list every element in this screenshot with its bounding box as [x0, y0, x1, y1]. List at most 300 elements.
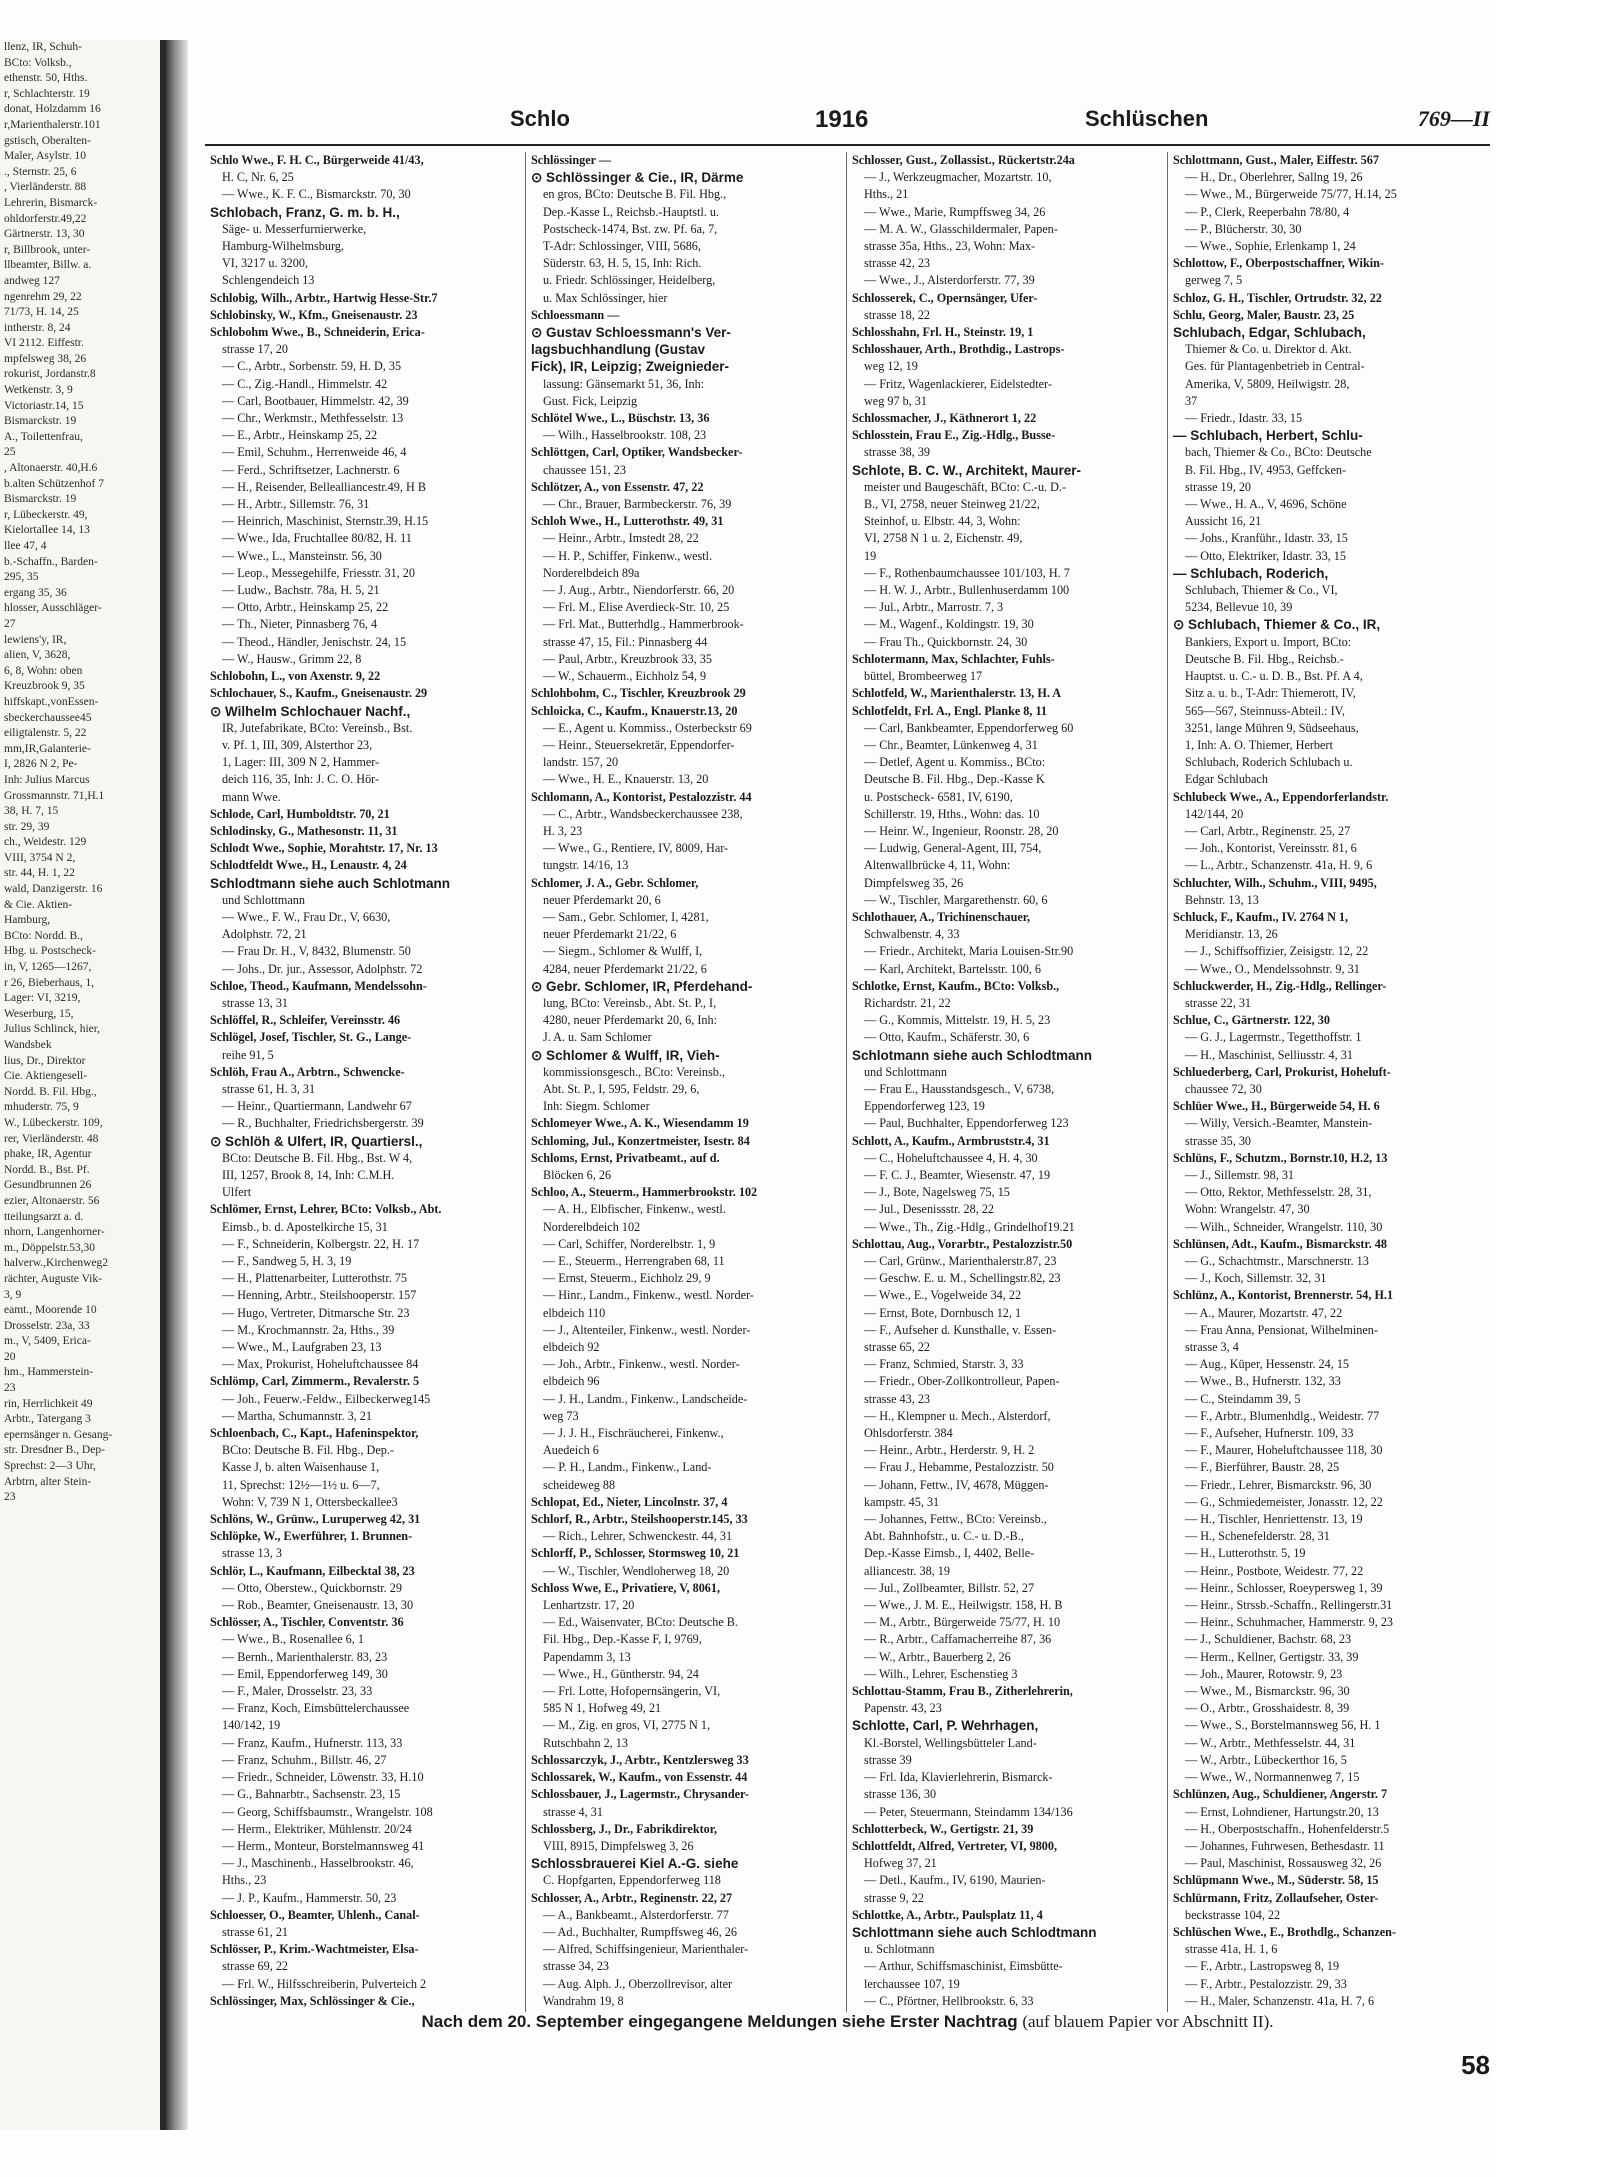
edge-fragment: Bismarckstr. 19 [4, 493, 77, 506]
directory-entry: — Hinr., Landm., Finkenw., westl. Norder- [543, 1288, 754, 1303]
directory-entry: — C., Arbtr., Wandsbeckerchaussee 238, [543, 806, 743, 821]
edge-fragment: r, Lübeckerstr. 49, [4, 508, 88, 521]
directory-entry: — Johannes, Fettw., BCto: Vereinsb., [864, 1512, 1047, 1527]
directory-entry: elbdeich 110 [543, 1305, 606, 1320]
directory-entry: — W., Tischler, Margarethenstr. 60, 6 [864, 892, 1048, 907]
directory-entry: strasse 22, 31 [1185, 995, 1252, 1010]
directory-entry: — Jul., Desenissstr. 28, 22 [864, 1202, 995, 1217]
directory-entry: — F., Bierführer, Baustr. 28, 25 [1185, 1460, 1340, 1475]
directory-entry: Wohn: V, 739 N 1, Ottersbeckallee3 [222, 1494, 398, 1509]
directory-entry: strasse 39 [864, 1752, 912, 1767]
directory-entry: Deutsche B. Fil. Hbg., Reichsb.- [1185, 651, 1344, 666]
directory-entry: — F., Maler, Drosselstr. 23, 33 [222, 1684, 373, 1699]
header-page-label: 769—II [1417, 106, 1490, 131]
directory-entry: — Herm., Monteur, Borstelmannsweg 41 [222, 1838, 425, 1853]
directory-entry: Bankiers, Export u. Import, BCto: [1185, 634, 1352, 649]
edge-fragment: hiffskapt.,vonEssen- [4, 695, 99, 708]
edge-fragment: eamt., Moorende 10 [4, 1304, 97, 1317]
directory-entry: — J., Schuldiener, Bachstr. 68, 23 [1185, 1632, 1352, 1647]
directory-entry: — Martha, Schumannstr. 3, 21 [222, 1408, 372, 1423]
directory-entry: — Wilh., Schneider, Wrangelstr. 110, 30 [1185, 1219, 1383, 1234]
directory-entry: — Alfred, Schiffsingenieur, Marienthaler- [543, 1942, 749, 1957]
directory-entry: — Heinr., Schlosser, Roeypersweg 1, 39 [1185, 1580, 1383, 1595]
edge-fragment: ethenstr. 50, Hths. [4, 72, 88, 85]
directory-entry: ⊙ Schlöh & Ulfert, IR, Quartiersl., [210, 1133, 423, 1149]
previous-page-edge [0, 40, 166, 2130]
directory-entry: — G. J., Lagermstr., Tegetthoffstr. 1 [1185, 1030, 1362, 1045]
edge-fragment: Drosselstr. 23a, 33 [4, 1319, 90, 1332]
directory-entry: Schlohbohm, C., Tischler, Kreuzbrook 29 [531, 686, 746, 701]
directory-entry: Schlosserek, C., Opernsänger, Ufer- [852, 290, 1038, 305]
directory-entry: — Carl, Bankbeamter, Eppendorferweg 60 [864, 720, 1074, 735]
edge-fragment: Grossmannstr. 71,H.1 [4, 789, 105, 802]
edge-fragment: Hbg. u. Postscheck- [4, 945, 96, 958]
directory-entry: Schlossberg, J., Dr., Fabrikdirektor, [531, 1821, 718, 1836]
directory-entry: lassung: Gänsemarkt 51, 36, Inh: [543, 376, 705, 391]
directory-entry: Abt. Bahnhofstr., u. C.- u. D.-B., [864, 1529, 1024, 1544]
edge-fragment: 6, 8, Wohn: oben [4, 664, 83, 677]
directory-entry: Schlottke, A., Arbtr., Paulsplatz 11, 4 [852, 1907, 1043, 1922]
directory-entry: — Paul, Arbtr., Kreuzbrook 33, 35 [543, 651, 712, 666]
directory-entry: — Ernst, Steuerm., Eichholz 29, 9 [543, 1271, 711, 1286]
directory-entry: — Karl, Architekt, Bartelsstr. 100, 6 [864, 961, 1042, 976]
directory-entry: — Aug. Alph. J., Oberzollrevisor, alter [543, 1976, 733, 1991]
directory-entry: — Wwe., F. W., Frau Dr., V, 6630, [222, 909, 391, 924]
directory-entry: — H. P., Schiffer, Finkenw., westl. [543, 548, 713, 563]
directory-entry: — Friedr., Idastr. 33, 15 [1185, 411, 1303, 426]
edge-fragment: m., V, 5409, Erica- [4, 1335, 91, 1348]
edge-fragment: VIII, 3754 N 2, [4, 851, 76, 864]
edge-fragment: BCto: Nordd. B., [4, 929, 83, 942]
directory-entry: — Theod., Händler, Jenischstr. 24, 15 [222, 634, 407, 649]
directory-entry: Schlotte, Carl, P. Wehrhagen, [852, 1718, 1039, 1734]
directory-entry: — Frau Dr. H., V, 8432, Blumenstr. 50 [222, 944, 411, 959]
directory-entry: Schlössinger — [531, 153, 612, 167]
directory-entry: Hths., 21 [864, 187, 909, 202]
directory-entry: — H., Maschinist, Selliusstr. 4, 31 [1185, 1047, 1353, 1062]
directory-entry: — Otto, Kaufm., Schäferstr. 30, 6 [864, 1030, 1030, 1045]
directory-entry: Rutschbahn 2, 13 [543, 1735, 628, 1750]
directory-entry: Schlode, Carl, Humboldtstr. 70, 21 [210, 806, 390, 821]
directory-entry: 11, Sprechst: 12½—1½ u. 6—7, [222, 1477, 380, 1492]
directory-entry: — H., Tischler, Henriettenstr. 13, 19 [1185, 1512, 1363, 1527]
directory-entry: Schlossbauer, J., Lagermstr., Chrysander- [531, 1787, 750, 1802]
directory-entry: Schloe, Theod., Kaufmann, Mendelssohn- [210, 978, 427, 993]
directory-entry: Kasse J, b. alten Waisenhause 1, [222, 1460, 380, 1475]
directory-entry: strasse 41a, H. 1, 6 [1185, 1942, 1278, 1957]
directory-entry: — O., Arbtr., Grosshaidestr. 8, 39 [1185, 1701, 1350, 1716]
directory-entry: — Chr., Beamter, Lünkenweg 4, 31 [864, 737, 1038, 752]
directory-entry: Schlotfeld, W., Marienthalerstr. 13, H. A [852, 686, 1062, 701]
supplement-note [205, 2012, 1490, 2032]
directory-entry: — Wwe., M., Bismarckstr. 96, 30 [1185, 1684, 1350, 1699]
directory-entry: Schlosser, A., Arbtr., Reginenstr. 22, 27 [531, 1890, 733, 1905]
edge-fragment: W., Lübeckerstr. 109, [4, 1116, 103, 1129]
edge-fragment: donat, Holzdamm 16 [4, 103, 101, 116]
directory-entry: — C., Zig.-Handl., Himmelstr. 42 [222, 376, 388, 391]
directory-entry: Schloms, Ernst, Privatbeamt., auf d. [531, 1150, 720, 1165]
directory-entry: — E., Arbtr., Heinskamp 25, 22 [222, 428, 378, 443]
directory-entry: IR, Jutefabrikate, BCto: Vereinsb., Bst. [222, 720, 413, 735]
directory-entry: Schillerstr. 19, Hths., Wohn: das. 10 [864, 806, 1040, 821]
directory-entry: — C., Steindamm 39, 5 [1185, 1391, 1301, 1406]
edge-fragment: hlosser, Ausschläger- [4, 602, 102, 615]
directory-entry: — Wwe., Marie, Rumpffsweg 34, 26 [864, 204, 1046, 219]
directory-entry: — Heinr., Steuersekretär, Eppendorfer- [543, 737, 735, 752]
directory-entry: Wohn: Wrangelstr. 47, 30 [1185, 1202, 1310, 1217]
directory-entry: Eimsb., b. d. Apostelkirche 15, 31 [222, 1219, 388, 1234]
directory-entry: Schlosstein, Frau E., Zig.-Hdlg., Busse- [852, 428, 1056, 443]
edge-fragment: str. Dresdner B., Dep- [4, 1444, 105, 1457]
edge-fragment: ergang 35, 36 [4, 586, 67, 599]
directory-entry: Schlöttgen, Carl, Optiker, Wandsbecker- [531, 445, 743, 460]
column-4 [1168, 152, 1489, 2012]
edge-fragment: Nordd. B. Fil. Hbg., [4, 1085, 97, 1098]
edge-fragment: 20 [4, 1350, 16, 1363]
directory-entry: — Otto, Elektriker, Idastr. 33, 15 [1185, 548, 1346, 563]
directory-entry: — A., Maurer, Mozartstr. 47, 22 [1185, 1305, 1343, 1320]
directory-entry: — Wwe., J., Alsterdorferstr. 77, 39 [864, 273, 1035, 288]
directory-entry: — Friedr., Schneider, Löwenstr. 33, H.10 [222, 1770, 424, 1785]
directory-entry: — Frau Anna, Pensionat, Wilhelminen- [1185, 1322, 1378, 1337]
edge-fragment: b.-Schaffn., Barden- [4, 555, 98, 568]
directory-entry: — Ernst, Bote, Dornbusch 12, 1 [864, 1305, 1022, 1320]
directory-entry: en gros, BCto: Deutsche B. Fil. Hbg., [543, 187, 727, 202]
directory-entry: Schloicka, C., Kaufm., Knauerstr.13, 20 [531, 703, 738, 718]
directory-entry: — Herm., Kellner, Gertigstr. 33, 39 [1185, 1649, 1359, 1664]
directory-entry: — J., Schiffsoffizier, Zeisigstr. 12, 22 [1185, 944, 1369, 959]
directory-entry: — Carl, Schiffer, Norderelbstr. 1, 9 [543, 1236, 716, 1251]
edge-fragment: llee 47, 4 [4, 540, 47, 552]
directory-entry: chaussee 72, 30 [1185, 1081, 1262, 1096]
edge-fragment: ohldorferstr.49,22 [4, 212, 87, 225]
directory-entry: Schlötel Wwe., L., Büschstr. 13, 36 [531, 411, 710, 426]
directory-entry: strasse 18, 22 [864, 307, 931, 322]
edge-fragment: Lager: VI, 3219, [4, 992, 81, 1005]
directory-entry: lung, BCto: Vereinsb., Abt. St. P., I, [543, 995, 717, 1010]
directory-entry: — R., Buchhalter, Friedrichsbergerstr. 39 [222, 1116, 424, 1131]
directory-entry: Schloz, G. H., Tischler, Ortrudstr. 32, 22 [1173, 290, 1382, 305]
directory-entry: Schluederberg, Carl, Prokurist, Hoheluft- [1173, 1064, 1391, 1079]
directory-entry: Schlotterbeck, W., Gertigstr. 21, 39 [852, 1821, 1034, 1836]
directory-entry: — C., Hoheluftchaussee 4, H. 4, 30 [864, 1150, 1038, 1165]
directory-entry: strasse 69, 22 [222, 1959, 289, 1974]
directory-entry: — M., Zig. en gros, VI, 2775 N 1, [543, 1718, 711, 1733]
directory-entry: ⊙ Wilhelm Schlochauer Nachf., [210, 703, 411, 719]
edge-fragment: andweg 127 [4, 274, 60, 287]
directory-entry: — H., Dr., Oberlehrer, Sallng 19, 26 [1185, 170, 1363, 185]
edge-fragment: lewiens'y, IR, [4, 633, 67, 646]
directory-entry: Schlünz, A., Kontorist, Brennerstr. 54, H.1 [1173, 1288, 1394, 1303]
header-first-entry: Schlo [510, 106, 570, 131]
directory-entry: Schlobohn, L., von Axenstr. 9, 22 [210, 669, 381, 684]
directory-entry: — Schlubach, Herbert, Schlu- [1173, 428, 1363, 444]
directory-entry: — Friedr., Architekt, Maria Louisen-Str.90 [864, 944, 1074, 959]
directory-entry: 19 [864, 548, 877, 563]
directory-entry: — Geschw. E. u. M., Schellingstr.82, 23 [864, 1271, 1061, 1286]
directory-entry: — J., Werkzeugmacher, Mozartstr. 10, [864, 170, 1052, 185]
directory-entry: Schlobinsky, W., Kfm., Gneisenaustr. 23 [210, 307, 418, 322]
edge-fragment: 25 [4, 446, 16, 459]
directory-entry: Norderelbdeich 89a [543, 565, 640, 580]
directory-entry: Säge- u. Messerfurnierwerke, [222, 221, 367, 236]
directory-entry: Auedeich 6 [543, 1443, 599, 1458]
edge-fragment: eiligtalenstr. 5, 22 [4, 727, 87, 740]
edge-fragment: , Vierländerstr. 88 [4, 181, 87, 194]
directory-entry: — G., Kommis, Mittelstr. 19, H. 5, 23 [864, 1013, 1051, 1028]
directory-entry: Schlotmann siehe auch Schlodtmann [852, 1047, 1093, 1063]
directory-entry: Schlomann, A., Kontorist, Pestalozzistr. 44 [531, 789, 752, 804]
header-last-entry: Schlüschen [1085, 106, 1209, 131]
directory-entry: — H., Oberpostschaffn., Hohenfelderstr.5 [1185, 1821, 1390, 1836]
directory-entry: Papenstr. 43, 23 [864, 1701, 942, 1716]
directory-entry: bach, Thiemer & Co., BCto: Deutsche [1185, 445, 1372, 460]
directory-entry: Schloesser, O., Beamter, Uhlenh., Canal- [210, 1907, 420, 1922]
directory-entry: strasse 47, 15, Fil.: Pinnasberg 44 [543, 634, 708, 649]
directory-entry: — J., Sillemstr. 98, 31 [1185, 1167, 1295, 1182]
directory-entry: ⊙ Schlomer & Wulff, IR, Vieh- [531, 1047, 720, 1063]
edge-fragment: BCto: Volksb., [4, 56, 72, 69]
directory-entry: — Wwe., H. E., Knauerstr. 13, 20 [543, 772, 709, 787]
directory-entry: — Heinr., Schuhmacher, Hammerstr. 9, 23 [1185, 1615, 1394, 1630]
directory-entry: — J., Bote, Nagelsweg 75, 15 [864, 1185, 1010, 1200]
directory-entry: Schlünsen, Adt., Kaufm., Bismarckstr. 48 [1173, 1236, 1387, 1251]
directory-entry: 4284, neuer Pferdemarkt 21/22, 6 [543, 961, 707, 976]
directory-entry: — Wwe., M., Laufgraben 23, 13 [222, 1340, 382, 1355]
directory-entry: Schlorf, R., Arbtr., Steilshooperstr.145, 33 [531, 1512, 748, 1527]
directory-entry: — Sam., Gebr. Schlomer, I, 4281, [543, 909, 709, 924]
directory-entry: — Franz, Koch, Eimsbüttelerchaussee [222, 1701, 410, 1716]
directory-entry: Schlomer, J. A., Gebr. Schlomer, [531, 875, 699, 890]
directory-entry: Schlötzer, A., von Essenstr. 47, 22 [531, 479, 704, 494]
directory-entry: J. A. u. Sam Schlomer [543, 1030, 652, 1045]
directory-entry: Blöcken 6, 26 [543, 1167, 612, 1182]
directory-entry: beckstrasse 104, 22 [1185, 1907, 1281, 1922]
directory-entry: — M., Krochmannstr. 2a, Hths., 39 [222, 1322, 395, 1337]
directory-entry: strasse 13, 3 [222, 1546, 282, 1561]
edge-fragment: rokurist, Jordanstr.8 [4, 368, 96, 381]
directory-entry: 1, Inh: A. O. Thiemer, Herbert [1185, 737, 1333, 752]
directory-entry: — Th., Nieter, Pinnasberg 76, 4 [222, 617, 378, 632]
edge-fragment: ch., Weidestr. 129 [4, 836, 87, 849]
directory-page [205, 100, 1490, 2080]
directory-entry: Schlottfeldt, Alfred, Vertreter, VI, 9800, [852, 1838, 1058, 1853]
directory-entry: — W., Tischler, Wendloherweg 18, 20 [543, 1563, 730, 1578]
directory-entry: C. Hopfgarten, Eppendorferweg 118 [543, 1873, 721, 1888]
edge-fragment: 3, 9 [4, 1288, 22, 1301]
directory-entry: — Schlubach, Roderich, [1173, 565, 1329, 581]
edge-fragment: ezier, Altonaerstr. 56 [4, 1194, 100, 1207]
page-gutter-shadow [166, 40, 188, 2130]
directory-entry: Schlöpke, W., Ewerführer, 1. Brunnen- [210, 1529, 413, 1544]
directory-entry: — H. W. J., Arbtr., Bullenhuserdamm 100 [864, 583, 1070, 598]
directory-entry: Schwalbenstr. 4, 33 [864, 927, 960, 942]
directory-entry: — Otto, Oberstew., Quickbornstr. 29 [222, 1580, 402, 1595]
directory-entry: — Rich., Lehrer, Schwenckestr. 44, 31 [543, 1529, 733, 1544]
directory-entry: III, 1257, Brook 8, 14, Inh: C.M.H. [222, 1167, 395, 1182]
directory-entry: Schlürmann, Fritz, Zollaufseher, Oster- [1173, 1890, 1379, 1905]
directory-entry: 142/144, 20 [1185, 806, 1244, 821]
directory-entry: — Wwe., H. A., V, 4696, Schöne [1185, 497, 1347, 512]
directory-entry: — Johann, Fettw., IV, 4678, Müggen- [864, 1477, 1049, 1492]
directory-entry: Hths., 23 [222, 1873, 267, 1888]
directory-entry: — Rob., Beamter, Gneisenaustr. 13, 30 [222, 1598, 414, 1613]
directory-entry: — W., Schauerm., Eichholz 54, 9 [543, 669, 707, 684]
directory-entry: — Joh., Arbtr., Finkenw., westl. Norder- [543, 1357, 740, 1372]
directory-entry: Thiemer & Co. u. Direktor d. Akt. [1185, 342, 1352, 357]
edge-fragment: lius, Dr., Direktor [4, 1054, 86, 1067]
directory-entry: — G., Schachtmstr., Marschnerstr. 13 [1185, 1254, 1369, 1268]
directory-entry: Schlubach, Roderich Schlubach u. [1185, 755, 1353, 770]
directory-entry: v. Pf. 1, III, 309, Alsterthor 23, [222, 737, 373, 752]
directory-entry: Dep.-Kasse L, Reichsb.-Hauptstl. u. [543, 204, 720, 219]
directory-entry: Schlünzen, Aug., Schuldiener, Angerstr. 7 [1173, 1787, 1388, 1802]
directory-entry: — Wwe., W., Normannenweg 7, 15 [1185, 1770, 1360, 1785]
directory-entry: — P., Clerk, Reeperbahn 78/80, 4 [1185, 204, 1350, 219]
directory-entry: VIII, 8915, Dimpfelsweg 3, 26 [543, 1838, 694, 1853]
directory-entry: Schlott, A., Kaufm., Armbruststr.4, 31 [852, 1133, 1050, 1148]
edge-fragment: 71/73, H. 14, 25 [4, 306, 79, 319]
edge-fragment: llenz, IR, Schuh- [4, 41, 82, 53]
directory-entry: Schlodtmann siehe auch Schlotmann [210, 875, 451, 891]
edge-fragment: Julius Schlinck, hier, [4, 1023, 101, 1036]
directory-entry: — Emil, Eppendorferweg 149, 30 [222, 1666, 388, 1681]
directory-entry: Schlosser, Gust., Zollassist., Rückertstr.24a [852, 153, 1075, 167]
directory-entry: weg 97 b, 31 [864, 393, 927, 408]
directory-entry: 565—567, Steinnuss-Abteil.: IV, [1185, 703, 1345, 718]
directory-entry: Schlögel, Josef, Tischler, St. G., Lange- [210, 1030, 412, 1045]
edge-fragment: wald, Danzigerstr. 16 [4, 883, 103, 896]
edge-fragment: Nordd. B., Bst. Pf. [4, 1163, 90, 1176]
directory-entry: strasse 17, 20 [222, 342, 289, 357]
directory-entry: — J. H., Landm., Finkenw., Landscheide- [543, 1391, 748, 1406]
directory-entry: Schlüns, F., Schutzm., Bornstr.10, H.2, 13 [1173, 1150, 1388, 1165]
directory-entry: — L., Arbtr., Schanzenstr. 41a, H. 9, 6 [1185, 858, 1373, 873]
directory-entry: Schlubach, Thiemer & Co., VI, [1185, 583, 1338, 598]
directory-entry: — Frl. Ida, Klavierlehrerin, Bismarck- [864, 1770, 1053, 1785]
directory-entry: Steinhof, u. Elbstr. 44, 3, Wohn: [864, 514, 1021, 529]
directory-entry: Inh: Siegm. Schlomer [543, 1099, 650, 1114]
directory-entry: B. Fil. Hbg., IV, 4953, Geffcken- [1185, 462, 1347, 477]
directory-entry: 140/142, 19 [222, 1718, 281, 1733]
directory-entry: — Heinrich, Maschinist, Sternstr.39, H.15 [222, 514, 429, 529]
directory-entry: — Frau J., Hebamme, Pestalozzistr. 50 [864, 1460, 1054, 1475]
directory-entry: — Emil, Schuhm., Herrenweide 46, 4 [222, 445, 407, 460]
directory-entry: 5234, Bellevue 10, 39 [1185, 600, 1293, 615]
directory-entry: Schlöh, Frau A., Arbtrn., Schwencke- [210, 1064, 405, 1079]
directory-entry: — W., Hausw., Grimm 22, 8 [222, 651, 362, 666]
directory-entry: — Aug., Küper, Hessenstr. 24, 15 [1185, 1357, 1350, 1372]
edge-fragment: 27 [4, 617, 16, 630]
edge-fragment: I, 2826 N 2, Pe- [4, 758, 78, 771]
directory-entry: Schlör, L., Kaufmann, Eilbecktal 38, 23 [210, 1563, 415, 1578]
edge-fragment: 23 [4, 1491, 16, 1504]
directory-entry: Aussicht 16, 21 [1185, 514, 1262, 529]
directory-entry: Schlüer Wwe., H., Bürgerweide 54, H. 6 [1173, 1099, 1380, 1114]
directory-entry: — Siegm., Schlomer & Wulff, I, [543, 944, 703, 959]
directory-entry: kommissionsgesch., BCto: Vereinsb., [543, 1064, 725, 1079]
directory-entry: lerchaussee 107, 19 [864, 1976, 960, 1991]
directory-entry: mann Wwe. [222, 789, 281, 804]
directory-entry: Schlossarczyk, J., Arbtr., Kentzlersweg 33 [531, 1752, 749, 1767]
directory-entry: Schlodt Wwe., Sophie, Morahtstr. 17, Nr. 13 [210, 841, 438, 856]
directory-entry: Schlösser, P., Krim.-Wachtmeister, Elsa- [210, 1942, 419, 1957]
directory-entry: Schlorff, P., Schlosser, Stormsweg 10, 21 [531, 1546, 740, 1561]
directory-entry: strasse 61, 21 [222, 1924, 289, 1939]
directory-entry: — Heinr. W., Ingenieur, Roonstr. 28, 20 [864, 823, 1059, 838]
edge-fragment: Kielortallee 14, 13 [4, 524, 90, 537]
directory-entry: — Leop., Messegehilfe, Friesstr. 31, 20 [222, 565, 415, 580]
directory-entry: Schlo Wwe., F. H. C., Bürgerweide 41/43, [210, 153, 424, 167]
edge-fragment: Maler, Asylstr. 10 [4, 150, 86, 163]
directory-entry: tungstr. 14/16, 13 [543, 858, 629, 873]
directory-entry: Schlengendeich 13 [222, 273, 315, 288]
directory-entry: Schloenbach, C., Kapt., Hafeninspektor, [210, 1426, 419, 1441]
directory-entry: meister und Baugeschäft, BCto: C.-u. D.- [864, 479, 1067, 494]
directory-entry: Schloessmann — [531, 307, 620, 322]
directory-entry: — W., Arbtr., Bauerberg 2, 26 [864, 1649, 1011, 1664]
directory-entry: — Herm., Elektriker, Mühlenstr. 20/24 [222, 1821, 412, 1836]
directory-entry: Amerika, V, 5809, Heilwigstr. 28, [1185, 376, 1350, 391]
directory-entry: — F., Aufseher, Hufnerstr. 109, 33 [1185, 1426, 1354, 1441]
directory-entry: Schlotfeldt, Frl. A., Engl. Planke 8, 11 [852, 703, 1048, 718]
edge-fragment: Arbtrn, alter Stein- [4, 1475, 92, 1488]
directory-entry: Schloh Wwe., H., Lutterothstr. 49, 31 [531, 514, 724, 529]
directory-entry: 1, Lager: III, 309 N 2, Hammer- [222, 755, 380, 770]
directory-entry: B., VI, 2758, neuer Steinweg 21/22, [864, 497, 1040, 512]
directory-entry: — H., Plattenarbeiter, Lutterothstr. 75 [222, 1271, 407, 1286]
directory-entry: Papendamm 3, 13 [543, 1649, 631, 1664]
directory-entry: — Heinr., Postbote, Weidestr. 77, 22 [1185, 1563, 1364, 1578]
edge-fragment: rer, Vierländerstr. 48 [4, 1132, 99, 1145]
directory-entry: Norderelbdeich 102 [543, 1219, 641, 1234]
directory-entry: VI, 3217 u. 3200, [222, 256, 308, 271]
edge-fragment: 295, 35 [4, 571, 39, 584]
directory-entry: Lenhartzstr. 17, 20 [543, 1598, 635, 1613]
edge-fragment: r 26, Bieberhaus, 1, [4, 976, 95, 989]
directory-entry: — Georg, Schiffsbaumstr., Wrangelstr. 108 [222, 1804, 433, 1819]
directory-entry: Schlothauer, A., Trichinenschauer, [852, 909, 1031, 924]
directory-entry: Schluchter, Wilh., Schuhm., VIII, 9495, [1173, 875, 1377, 890]
directory-entry: kampstr. 45, 31 [864, 1494, 940, 1509]
directory-entry: Dimpfelsweg 35, 26 [864, 875, 964, 890]
edge-fragment: VI 2112. Eiffestr. [4, 337, 84, 350]
directory-entry: — Frau E., Hausstandsgesch., V, 6738, [864, 1081, 1055, 1096]
directory-entry: Schlobach, Franz, G. m. b. H., [210, 204, 400, 220]
directory-entry: — M., Arbtr., Bürgerweide 75/77, H. 10 [864, 1615, 1061, 1630]
directory-entry: — Frl. W., Hilfsschreiberin, Pulverteich 2 [222, 1976, 427, 1991]
directory-entry: Schloo, A., Steuerm., Hammerbrookstr. 102 [531, 1185, 758, 1200]
directory-entry: — Carl, Arbtr., Reginenstr. 25, 27 [1185, 823, 1351, 838]
edge-fragment: Lehrerin, Bismarck- [4, 196, 98, 209]
directory-entry: — Wwe., S., Borstelmannsweg 56, H. 1 [1185, 1718, 1381, 1733]
supplement-note-bold: Nach dem 20. September eingegangene Meldungen siehe Erster Nachtrag [421, 2012, 1018, 2031]
directory-entry: — J. J. H., Fischräucherei, Finkenw., [543, 1426, 724, 1441]
directory-entry: — Friedr., Lehrer, Bismarckstr. 96, 30 [1185, 1477, 1372, 1492]
directory-entry: strasse 136, 30 [864, 1787, 937, 1802]
edge-fragment: ngenrehm 29, 22 [4, 290, 82, 303]
directory-entry: strasse 42, 23 [864, 256, 931, 271]
directory-entry: Schlobig, Wilh., Arbtr., Hartwig Hesse-Str.7 [210, 290, 438, 305]
directory-entry: Hamburg-Wilhelmsburg, [222, 239, 344, 254]
directory-entry: Schlomeyer Wwe., A. K., Wiesendamm 19 [531, 1116, 749, 1131]
directory-entry: Abt. St. P., I, 595, Feldstr. 29, 6, [543, 1081, 700, 1096]
directory-entry: strasse 35a, Hths., 23, Wohn: Max- [864, 239, 1036, 254]
directory-entry: — H., Lutterothstr. 5, 19 [1185, 1546, 1306, 1561]
directory-entry: weg 12, 19 [864, 359, 918, 374]
directory-entry: ⊙ Gustav Schloessmann's Ver- [531, 325, 731, 341]
edge-fragment: r, Billbrook, unter- [4, 243, 91, 256]
